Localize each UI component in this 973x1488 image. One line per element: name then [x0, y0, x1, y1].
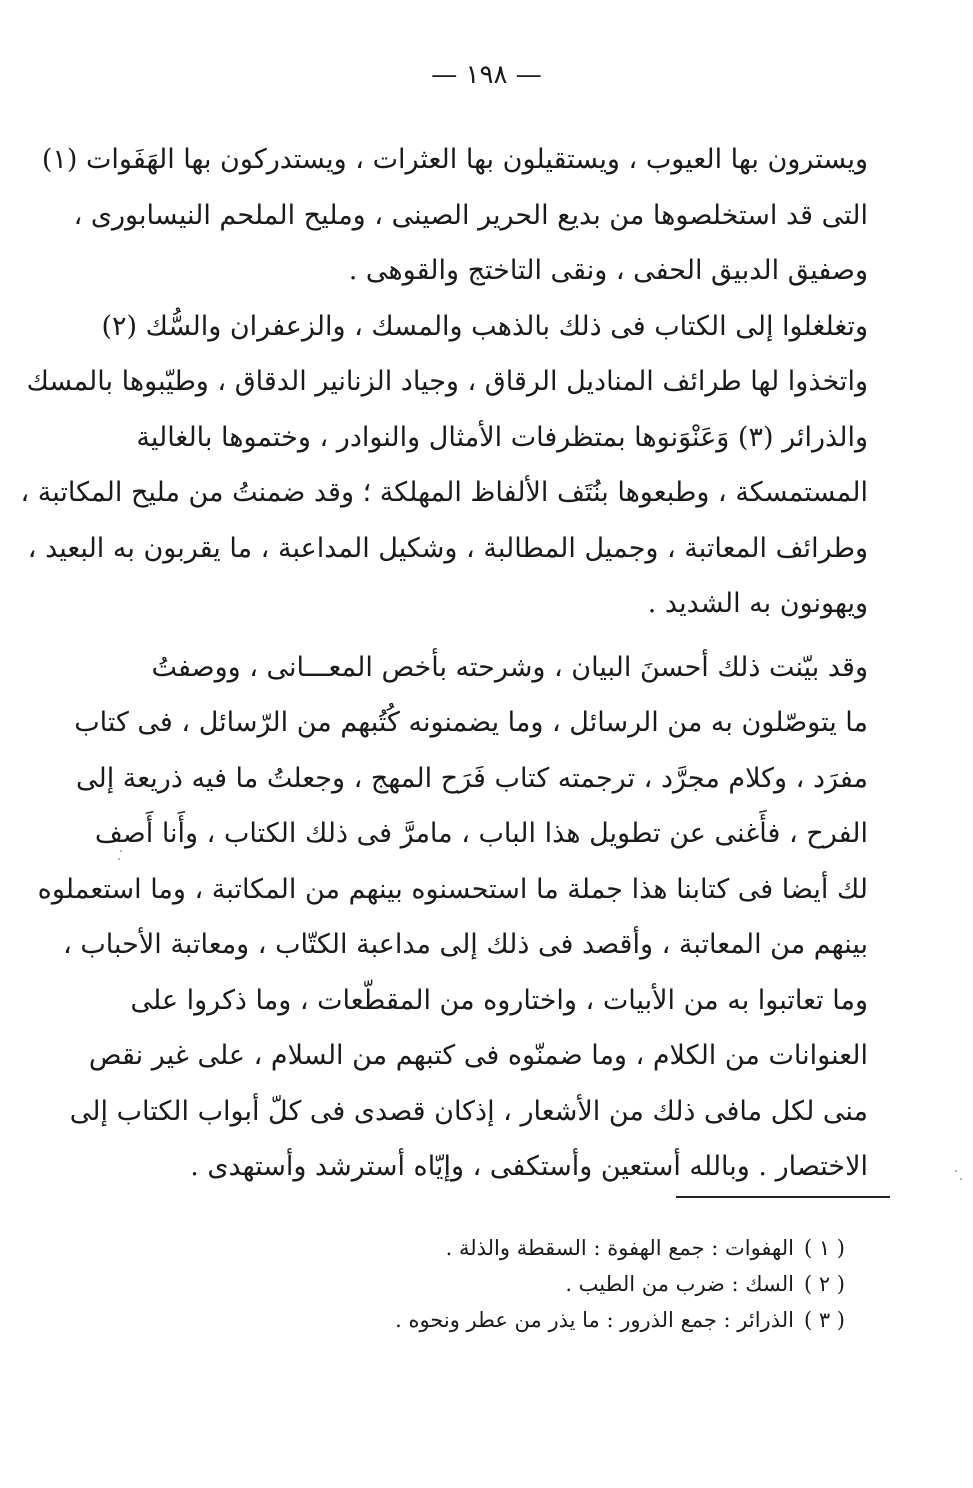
text-line: ما يتوصّلون به من الرسائل ، وما يضمنونه كُتُبهم من الرّسائل ، فى كتاب: [74, 707, 868, 738]
text-line: مفرَد ، وكلام مجرَّد ، ترجمته كتاب فَرَح المهج ، وجعلتُ ما فيه ذريعة إلى: [75, 762, 868, 794]
text-line: وصفيق الدبيق الحفى ، ونقى التاختج والقوهى .: [348, 255, 868, 286]
footnote-item: [300, 1266, 845, 1302]
paper-speck: [960, 1178, 962, 1180]
page-number: — ١٩٨ —: [431, 60, 542, 90]
text-line: وما تعاتبوا به من الأبيات ، واختاروه من المقطّعات ، وما ذكروا على: [130, 984, 868, 1016]
paper-speck: [118, 858, 120, 860]
text-line: منى لكل مافى ذلك من الأشعار ، إذكان قصدى فى كلّ أبواب الكتاب إلى: [69, 1095, 868, 1127]
text-line: العنوانات من الكلام ، وما ضمنّوه فى كتبهم من السلام ، على غير نقص: [88, 1040, 868, 1071]
paper-speck: [955, 1170, 957, 1172]
text-line: بينهم من المعاتبة ، وأقصد فى ذلك إلى مداعبة الكتّاب ، ومعاتبة الأحباب ،: [63, 929, 868, 960]
footnote-number: ( ١ ): [803, 1236, 845, 1260]
text-line: والذرائر (٣) وَعَنْوَنوها بمتظرفات الأمثال والنوادر ، وختموها بالغالية: [136, 421, 868, 453]
footnote-item: [300, 1302, 845, 1338]
text-line: واتخذوا لها طرائف المناديل الرقاق ، وجياد الزنانير الدقاق ، وطيّبوها بالمسك: [26, 366, 868, 397]
footnotes: [300, 1230, 845, 1338]
footnote-text: السك : ضرب من الطيب .: [565, 1272, 794, 1296]
text-line: وقد بيّنت ذلك أحسنَ البيان ، وشرحته بأخص المعـــانى ، ووصفتُ: [151, 651, 868, 683]
text-line: الفرح ، فأَغنى عن تطويل هذا الباب ، مامرَّ فى ذلك الكتاب ، وأَنا أَصف: [94, 818, 868, 849]
paper-speck: [120, 850, 122, 852]
text-line: التى قد استخلصوها من بديع الحرير الصينى ، ومليح الملحم النيسابورى ،: [73, 199, 868, 231]
footnote-text: الذرائر : جمع الذرور : ما يذر من عطر ونحوه .: [395, 1308, 794, 1332]
text-line: ويسترون بها العيوب ، ويستقيلون بها العثرات ، ويستدركون بها الهَفَوات (١): [41, 144, 868, 175]
text-line: الاختصار . وبالله أستعين وأستكفى ، وإيّاه أسترشد وأستهدى .: [190, 1151, 868, 1182]
text-line: المستمسكة ، وطبعوها بنُتَف الألفاظ المهلكة ؛ وقد ضمنتُ من مليح المكاتبة ،: [20, 477, 868, 508]
footnote-number: ( ٣ ): [803, 1308, 845, 1332]
footnote-item: [300, 1230, 845, 1266]
text-line: وتغلغلوا إلى الكتاب فى ذلك بالذهب والمسك ، والزعفران والسُّك (٢): [101, 310, 868, 342]
footnote-number: ( ٢ ): [803, 1272, 845, 1296]
footnote-divider: [676, 1196, 890, 1198]
text-line: وطرائف المعاتبة ، وجميل المطالبة ، وشكيل المداعبة ، ما يقربون به البعيد ،: [27, 532, 868, 564]
text-line: لك أيضا فى كتابنا هذا جملة ما استحسنوه بينهم من المكاتبة ، وما استعملوه: [37, 873, 868, 905]
text-line: ويهونون به الشديد .: [647, 588, 868, 619]
body-text: [20, 132, 868, 1195]
footnote-text: الهفوات : جمع الهفوة : السقطة والذلة .: [445, 1236, 794, 1260]
